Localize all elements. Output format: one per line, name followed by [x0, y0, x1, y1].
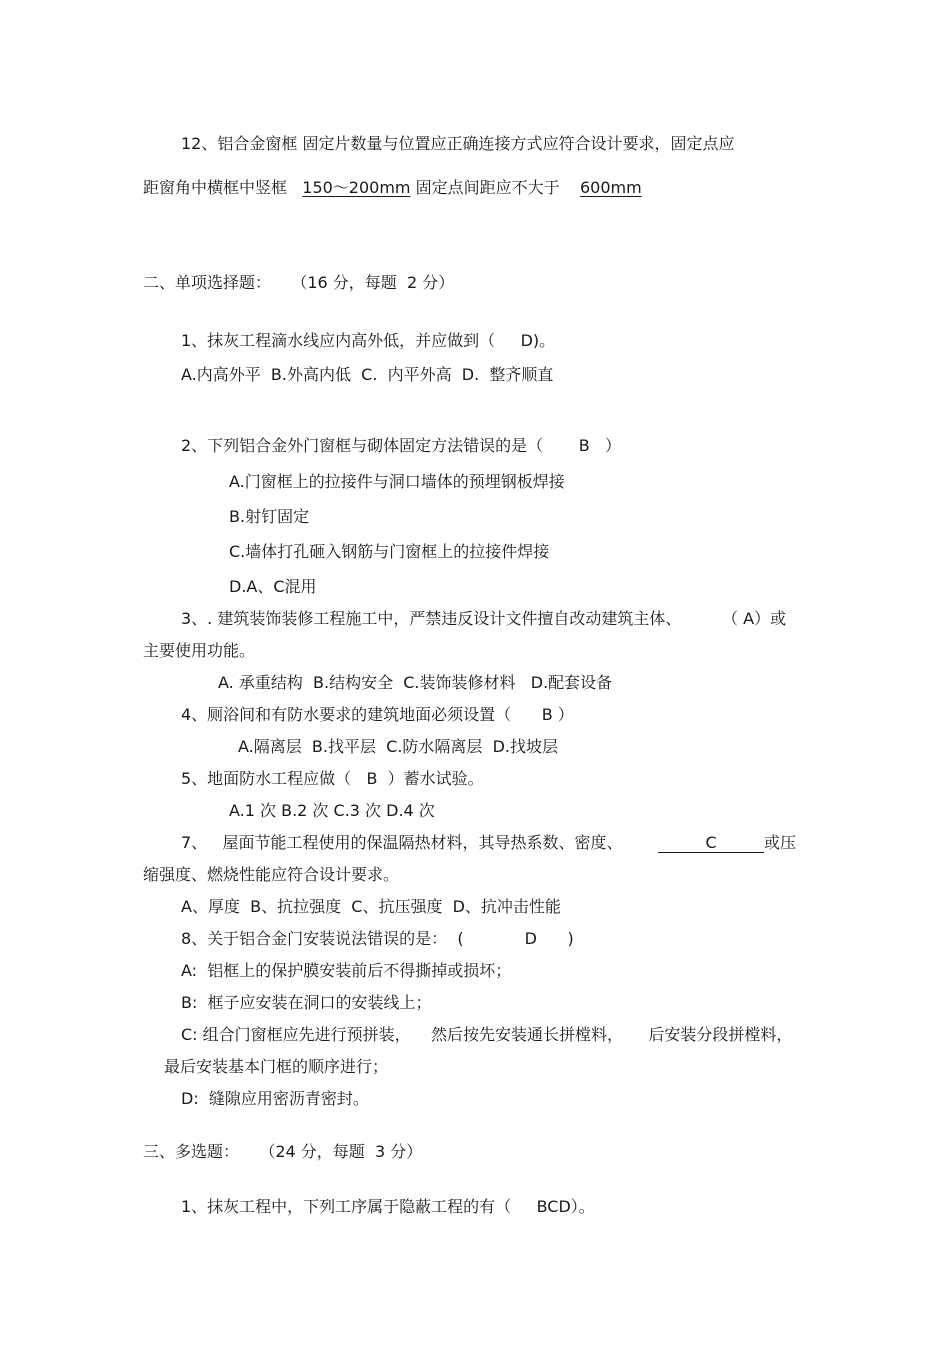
q12-line2-prefix: 距窗角中横框中竖框	[143, 178, 303, 197]
q12-answer-spacing: 600mm	[579, 178, 642, 197]
s2-q2-option-b: B.射钉固定	[229, 507, 310, 526]
s2-q8-option-c-line1: C: 组合门窗框应先进行预拼装， 然后按先安装通长拼樘料， 后安装分段拼樘料，	[181, 1025, 793, 1044]
s2-q5-stem: 5、地面防水工程应做（ B ）蓄水试验。	[181, 769, 484, 788]
s2-q7-stem-line2: 缩强度、燃烧性能应符合设计要求。	[143, 865, 400, 884]
s2-q7-stem-suffix: 或压	[764, 833, 797, 852]
s2-q2-option-d: D.A、C混用	[229, 577, 317, 596]
s2-q2-option-c: C.墙体打孔砸入钢筋与门窗框上的拉接件焊接	[229, 542, 550, 561]
s2-q3-stem-line1: 3、. 建筑装饰装修工程施工中，严禁违反设计文件擅自改动建筑主体、 （ A）或	[181, 609, 787, 628]
s2-q5-options: A.1 次 B.2 次 C.3 次 D.4 次	[229, 801, 435, 820]
q12-answer-range: 150～200mm	[302, 178, 411, 197]
s2-q8-option-c-line2: 最后安装基本门框的顺序进行；	[164, 1057, 389, 1076]
s2-q7-stem-prefix: 7、 屋面节能工程使用的保温隔热材料，其导热系数、密度、	[181, 833, 659, 852]
s3-q1-stem: 1、抹灰工程中，下列工序属于隐蔽工程的有（ BCD）。	[181, 1197, 595, 1216]
q12-line2-middle: 固定点间距应不大于	[410, 178, 580, 197]
section2-heading: 二、单项选择题： （16 分，每题 2 分）	[143, 273, 455, 292]
s2-q4-options: A.隔离层 B.找平层 C.防水隔离层 D.找坡层	[238, 737, 558, 756]
s2-q7-answer-blank: C	[658, 834, 764, 853]
s2-q8-option-a: A: 铝框上的保护膜安装前后不得撕掉或损坏；	[181, 961, 512, 980]
s2-q4-stem: 4、厕浴间和有防水要求的建筑地面必须设置（ B ）	[181, 705, 574, 724]
s2-q3-stem-line2: 主要使用功能。	[143, 641, 256, 660]
s2-q7-stem-line1	[181, 832, 796, 854]
s2-q1-stem: 1、抹灰工程滴水线应内高外低，并应做到（ D)。	[181, 331, 556, 350]
q12-line1: 12、铝合金窗框 固定片数量与位置应正确连接方式应符合设计要求，固定点应	[181, 134, 735, 153]
s2-q2-option-a: A.门窗框上的拉接件与洞口墙体的预埋钢板焊接	[229, 472, 565, 491]
q12-line2	[143, 177, 642, 199]
section3-heading: 三、多选题： （24 分，每题 3 分）	[143, 1142, 423, 1161]
s2-q1-options: A.内高外平 B.外高内低 C. 内平外高 D. 整齐顺直	[181, 365, 554, 384]
s2-q8-option-d: D: 缝隙应用密沥青密封。	[181, 1089, 369, 1108]
s2-q8-stem: 8、关于铝合金门安装说法错误的是： ( D )	[181, 929, 574, 948]
s2-q8-option-b: B: 框子应安装在洞口的安装线上；	[181, 993, 432, 1012]
s2-q3-options: A. 承重结构 B.结构安全 C.装饰装修材料 D.配套设备	[218, 673, 613, 692]
s2-q2-stem: 2、下列铝合金外门窗框与砌体固定方法错误的是（ B ）	[181, 436, 622, 455]
s2-q7-options: A、厚度 B、抗拉强度 C、抗压强度 D、抗冲击性能	[181, 897, 561, 916]
